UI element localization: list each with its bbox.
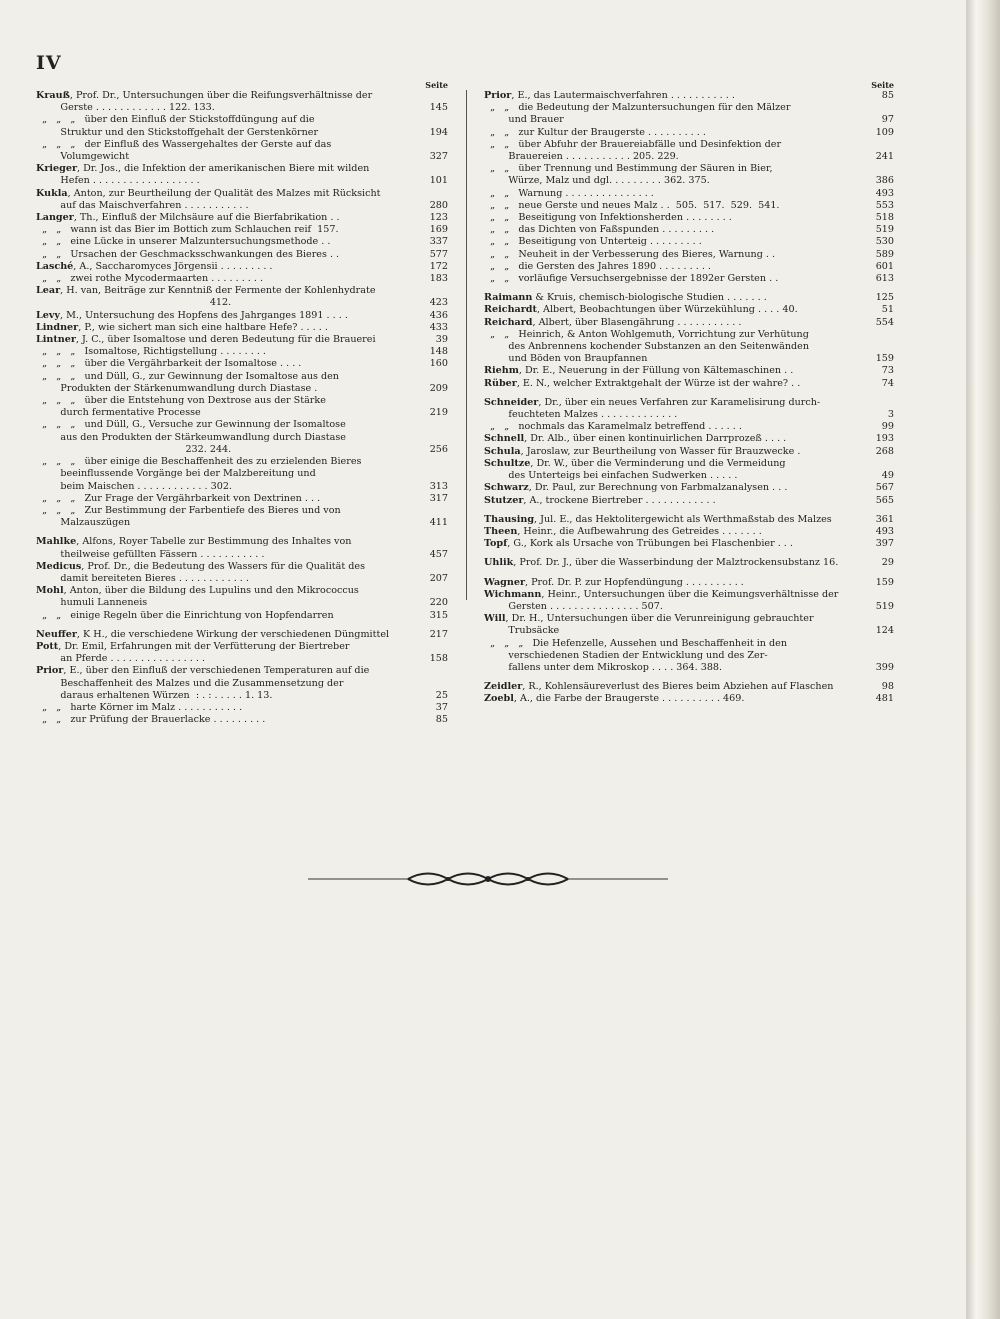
index-entry: [484, 589, 894, 613]
entry-page: 589: [875, 248, 894, 260]
entry-page: 219: [429, 407, 448, 419]
entry-text: „ „ über Trennung und Bestimmung der Säuren in Bier, Würze, Malz und dgl. . . . . . . . . 362. 375.: [490, 163, 773, 187]
index-entry: [484, 163, 894, 187]
index-entry: [36, 395, 448, 419]
index-entry: [36, 536, 448, 560]
entry-page: 124: [875, 625, 894, 637]
entry-text: Medicus, Prof. Dr., die Bedeutung des Wassers für die Qualität des damit bereiteten Bieres . . . . . . . . . . . .: [36, 560, 366, 584]
entry-text: Lear, H. van, Beiträge zur Kenntniß der Fermente der Kohlenhydrate 412.: [36, 285, 376, 309]
entry-text: „ „ zur Prüfung der Brauerlacke . . . . . . . . .: [36, 714, 266, 726]
entry-text: Schneider, Dr., über ein neues Verfahren zur Karamelisirung durch- feuchteten Malzes . . . . . . . . . . . . .: [484, 396, 821, 421]
index-entry: [484, 200, 894, 212]
author-name: Neuffer: [36, 628, 77, 640]
entry-page: 601: [875, 260, 894, 272]
index-entry: [484, 90, 894, 102]
entry-page: 3: [887, 409, 894, 421]
index-entry: [484, 292, 894, 304]
index-entry: [36, 249, 448, 261]
entry-text: Prior, E., über den Einfluß der verschiedenen Temperaturen auf die Beschaffenheit des Malzes und die Zusammensetzung der daraus erhaltenen Würzen : . : . . . . . 1. 13.: [36, 665, 370, 701]
index-entry: [484, 224, 894, 236]
entry-text: Schula, Jaroslaw, zur Beurtheilung von Wasser für Brauzwecke .: [484, 445, 801, 457]
entry-page: 361: [875, 513, 894, 525]
entry-text: Neuffer, K H., die verschiedene Wirkung der verschiedenen Düngmittel: [36, 628, 390, 640]
entry-text: Lasché, A., Saccharomyces Jörgensii . . . . . . . . .: [36, 260, 273, 272]
entry-text: „ „ vorläufige Versuchsergebnisse der 1892er Gersten . .: [484, 273, 779, 285]
index-entry: [484, 212, 894, 224]
index-entry: [484, 188, 894, 200]
entry-page: 25: [435, 689, 448, 701]
entry-page: 433: [429, 321, 448, 333]
entry-text: „ „ zwei rothe Mycodermaarten . . . . . . . . .: [36, 273, 264, 285]
entry-page: 160: [429, 358, 448, 370]
index-entry: [36, 610, 448, 622]
author-name: Schneider: [484, 396, 539, 408]
entry-page: 268: [875, 445, 894, 457]
entry-text: Riehm, Dr. E., Neuerung in der Füllung von Kältemaschinen . .: [484, 365, 794, 377]
entry-page: 37: [435, 701, 448, 713]
index-entry: [36, 90, 448, 114]
index-entry: [484, 378, 894, 390]
index-entry: [484, 482, 894, 494]
entry-page: 51: [881, 304, 894, 316]
entry-text: „ „ „ Isomaltose, Richtigstellung . . . . . . . .: [36, 346, 266, 358]
entry-text: „ „ die Bedeutung der Malzuntersuchungen für den Mälzer und Brauer: [490, 102, 791, 126]
index-entry: [484, 317, 894, 329]
entry-page: 565: [875, 494, 894, 506]
entry-page: 109: [875, 126, 894, 138]
page-edge-shadow: [966, 0, 1000, 1319]
entry-page: 98: [881, 681, 894, 693]
entry-text: Schwarz, Dr. Paul, zur Berechnung von Farbmalzanalysen . . .: [484, 482, 788, 494]
index-entry: [36, 493, 448, 505]
index-entry: [484, 365, 894, 377]
entry-page: 553: [875, 199, 894, 211]
index-entry: [484, 127, 894, 139]
author-name: Mahlke: [36, 536, 77, 548]
right-entry-list: [484, 90, 894, 706]
entry-text: Theen, Heinr., die Aufbewahrung des Getreides . . . . . . .: [484, 525, 762, 537]
entry-page: 183: [429, 273, 448, 285]
index-entry: [36, 322, 448, 334]
author-name: Prior: [36, 665, 64, 677]
entry-text: Pott, Dr. Emil, Erfahrungen mit der Verfütterung der Biertreber an Pferde . . . . . . . . . . . . . . . .: [36, 640, 350, 665]
entry-text: Prior, E., das Lautermaischverfahren . . . . . . . . . . .: [484, 90, 735, 101]
entry-page: 317: [429, 492, 448, 504]
author-name: Reichard: [484, 316, 533, 328]
author-name: Wagner: [484, 576, 525, 588]
entry-page: 193: [875, 433, 894, 445]
author-name: Langer: [36, 212, 74, 224]
left-column-header: Seite: [425, 80, 448, 90]
author-name: Riehm: [484, 365, 519, 377]
entry-text: Mahlke, Alfons, Royer Tabelle zur Bestimmung des Inhaltes von theilweise gefüllten Fässern . . . . . . . . . . .: [36, 536, 352, 560]
entry-text: Topf, G., Kork als Ursache von Trübungen bei Flaschenbier . . .: [484, 538, 793, 550]
entry-text: „ „ „ und Düll, G., Versuche zur Gewinnung der Isomaltose aus den Produkten der Stärkeumwandlung durch Diastase 232. 244.: [42, 419, 346, 455]
index-entry: [484, 638, 894, 675]
index-entry: [484, 433, 894, 445]
entry-text: „ „ Beseitigung von Infektionsherden . . . . . . . .: [484, 212, 732, 224]
entry-page: 217: [429, 628, 448, 640]
index-entry: [36, 188, 448, 212]
entry-page: 399: [875, 661, 894, 673]
entry-page: 101: [429, 175, 448, 187]
entry-text: Reichard, Albert, über Blasengährung . . . . . . . . . . .: [484, 316, 742, 328]
index-entry: [36, 456, 448, 493]
index-entry: [484, 538, 894, 550]
entry-text: „ „ zur Kultur der Braugerste . . . . . . . . . .: [484, 126, 706, 138]
entry-page: 457: [429, 548, 448, 560]
entry-page: 530: [875, 236, 894, 248]
entry-page: 567: [875, 482, 894, 494]
entry-page: 613: [875, 273, 894, 285]
author-name: Mohl: [36, 585, 64, 597]
author-name: Zoebl: [484, 693, 514, 705]
entry-page: 493: [875, 187, 894, 199]
entry-page: 220: [429, 597, 448, 609]
entry-page: 169: [429, 224, 448, 236]
entry-text: „ „ „ über einige die Beschaffenheit des zu erzielenden Bieres beeinflussende Vorgänge bei der Malzbereitung und beim Maischen . . . . . . . . . . . . 302.: [42, 456, 362, 492]
entry-page: 159: [875, 353, 894, 365]
index-entry: [36, 629, 448, 641]
entry-text: Wichmann, Heinr., Untersuchungen über die Keimungsverhältnisse der Gersten . . . . . . . . . . . . . . . 507.: [484, 588, 839, 612]
entry-page: 337: [429, 236, 448, 248]
index-entry: [36, 702, 448, 714]
entry-text: „ „ nochmals das Karamelmalz betreffend . . . . . .: [484, 421, 742, 433]
right-column-header: Seite: [871, 80, 894, 90]
index-entry: [484, 304, 894, 316]
author-name: Lindner: [36, 321, 79, 333]
index-entry: [36, 714, 448, 726]
author-name: Krieger: [36, 163, 78, 175]
entry-page: 577: [429, 248, 448, 260]
entry-page: 327: [429, 151, 448, 163]
entry-page: 97: [881, 114, 894, 126]
index-entry: [484, 458, 894, 482]
author-name: Lear: [36, 285, 61, 297]
index-entry: [36, 665, 448, 702]
entry-text: Langer, Th., Einfluß der Milchsäure auf die Bierfabrikation . .: [36, 212, 340, 224]
entry-page: 481: [875, 693, 894, 705]
entry-page: 209: [429, 382, 448, 394]
entry-page: 386: [875, 175, 894, 187]
entry-text: „ „ „ und Düll, G., zur Gewinnung der Isomaltose aus den Produkten der Stärkenumwandlung durch Diastase .: [42, 370, 339, 394]
entry-page: 436: [429, 309, 448, 321]
entry-text: „ „ neue Gerste und neues Malz . . 505. 517. 529. 541.: [484, 199, 780, 211]
index-entry: [36, 273, 448, 285]
entry-page: 159: [875, 576, 894, 588]
entry-page: 493: [875, 525, 894, 537]
entry-text: Reichardt, Albert, Beobachtungen über Würzekühlung . . . . 40.: [484, 304, 798, 316]
entry-text: „ „ „ Zur Frage der Vergährbarkeit von Dextrinen . . .: [36, 492, 321, 504]
entry-text: „ „ über Abfuhr der Brauereiabfälle und Desinfektion der Brauereien . . . . . . . . . . . 205. 229.: [490, 138, 782, 163]
entry-page: 158: [429, 653, 448, 665]
index-entry: [36, 371, 448, 395]
entry-page: 99: [881, 421, 894, 433]
entry-page: 85: [435, 714, 448, 726]
index-entry: [36, 358, 448, 370]
author-name: Schultze: [484, 457, 531, 469]
author-name: Lasché: [36, 260, 74, 272]
entry-text: Will, Dr. H., Untersuchungen über die Verunreinigung gebrauchter Trubsäcke: [484, 613, 814, 637]
page-number: IV: [36, 52, 62, 74]
index-entry: [484, 329, 894, 366]
index-entry: [484, 273, 894, 285]
entry-text: „ „ die Gersten des Jahres 1890 . . . . . . . . .: [484, 260, 711, 272]
entry-page: 74: [881, 377, 894, 389]
index-entry: [484, 495, 894, 507]
index-entry: [36, 419, 448, 456]
entry-text: Raimann & Kruis, chemisch-biologische Studien . . . . . . .: [484, 292, 767, 304]
entry-text: „ „ harte Körner im Malz . . . . . . . . . . .: [36, 701, 243, 713]
decorative-vignette: [308, 864, 668, 894]
entry-text: „ „ Heinrich, & Anton Wohlgemuth, Vorrichtung zur Verhütung des Anbrennens kochender Substanzen an den Seitenwänden und Böden von Braupfannen: [490, 328, 810, 365]
entry-text: Zeidler, R., Kohlensäureverlust des Bieres beim Abziehen auf Flaschen: [484, 681, 834, 693]
entry-text: Lindner, P., wie sichert man sich eine haltbare Hefe? . . . . .: [36, 321, 328, 333]
author-name: Uhlik: [484, 557, 514, 569]
entry-text: Krauß, Prof. Dr., Untersuchungen über die Reifungsverhältnisse der Gerste . . . . . . . . . . . . 122. 133.: [36, 90, 373, 114]
author-name: Levy: [36, 309, 60, 321]
author-name: Schula: [484, 445, 521, 457]
index-entry: [36, 139, 448, 163]
entry-text: Thausing, Jul. E., das Hektolitergewicht als Werthmaßstab des Malzes: [484, 513, 832, 525]
index-entry: [484, 102, 894, 126]
author-name: Medicus: [36, 560, 82, 572]
entry-page: 49: [881, 470, 894, 482]
author-name: Rüber: [484, 377, 517, 389]
entry-text: „ „ eine Lücke in unserer Malzuntersuchungsmethode . .: [36, 236, 331, 248]
entry-text: Mohl, Anton, über die Bildung des Lupulins und den Mikrococcus humuli Lanneneis: [36, 585, 359, 609]
index-entry: [36, 561, 448, 585]
entry-text: „ „ das Dichten von Faßspunden . . . . . . . . .: [484, 224, 715, 236]
index-entry: [36, 334, 448, 346]
index-entry: [36, 346, 448, 358]
index-entry: [484, 249, 894, 261]
entry-page: 397: [875, 538, 894, 550]
entry-text: Schultze, Dr. W., über die Verminderung und die Vermeidung des Unterteigs bei einfachen Sudwerken . . . . .: [484, 457, 786, 482]
entry-text: Levy, M., Untersuchung des Hopfens des Jahrganges 1891 . . . .: [36, 309, 348, 321]
entry-text: „ „ Beseitigung von Unterteig . . . . . . . . .: [484, 236, 702, 248]
author-name: Reichardt: [484, 304, 537, 316]
author-name: Stutzer: [484, 494, 524, 506]
entry-page: 241: [875, 151, 894, 163]
entry-text: Krieger, Dr. Jos., die Infektion der amerikanischen Biere mit wilden Hefen . . . . . . . . . . . . . . . . . .: [36, 163, 370, 187]
index-entry: [36, 585, 448, 609]
entry-text: „ „ Warnung . . . . . . . . . . . . . . .: [484, 187, 654, 199]
index-entry: [484, 577, 894, 589]
entry-page: 85: [881, 90, 894, 101]
index-entry: [484, 397, 894, 421]
entry-page: 194: [429, 126, 448, 138]
author-name: Zeidler: [484, 681, 523, 693]
entry-text: Kukla, Anton, zur Beurtheilung der Qualität des Malzes mit Rücksicht auf das Maischverfahren . . . . . . . . . . .: [36, 187, 381, 211]
index-entry: [484, 514, 894, 526]
entry-page: 148: [429, 346, 448, 358]
author-name: Pott: [36, 640, 59, 652]
index-entry: [484, 613, 894, 637]
right-index-column: [484, 80, 894, 706]
entry-page: 172: [429, 260, 448, 272]
author-name: Kukla: [36, 187, 68, 199]
index-entry: [36, 236, 448, 248]
author-name: Schnell: [484, 433, 525, 445]
index-entry: [36, 224, 448, 236]
entry-text: „ „ „ Zur Bestimmung der Farbentiefe des Bieres und von Malzauszügen: [42, 504, 341, 529]
author-name: Will: [484, 613, 506, 625]
entry-page: 313: [429, 480, 448, 492]
author-name: Raimann: [484, 292, 533, 304]
left-index-column: [36, 80, 448, 726]
index-entry: [484, 681, 894, 693]
index-entry: [484, 693, 894, 705]
entry-text: Wagner, Prof. Dr. P. zur Hopfendüngung . . . . . . . . . .: [484, 576, 744, 588]
entry-text: „ „ wann ist das Bier im Bottich zum Schlauchen reif 157.: [36, 224, 339, 236]
index-entry: [36, 163, 448, 187]
index-entry: [36, 285, 448, 309]
entry-page: 29: [881, 557, 894, 569]
left-entry-list: [36, 90, 448, 726]
entry-text: Lintner, J. C., über Isomaltose und deren Bedeutung für die Brauerei: [36, 334, 376, 346]
index-entry: [484, 236, 894, 248]
author-name: Wichmann: [484, 588, 542, 600]
index-entry: [484, 446, 894, 458]
index-entry: [484, 421, 894, 433]
entry-text: Stutzer, A., trockene Biertreber . . . . . . . . . . . .: [484, 494, 716, 506]
author-name: Schwarz: [484, 482, 529, 494]
entry-text: „ „ Ursachen der Geschmacksschwankungen des Bieres . .: [36, 248, 340, 260]
entry-page: 39: [435, 334, 448, 346]
author-name: Lintner: [36, 334, 76, 346]
entry-text: „ „ „ über den Einfluß der Stickstoffdüngung auf die Struktur und den Stickstoffgehalt der Gerstenkörner: [42, 114, 319, 138]
entry-page: 554: [875, 316, 894, 328]
author-name: Theen: [484, 525, 518, 537]
entry-text: Zoebl, A., die Farbe der Braugerste . . . . . . . . . . 469.: [484, 693, 745, 705]
author-name: Topf: [484, 538, 508, 550]
entry-page: 145: [429, 102, 448, 114]
entry-text: „ „ einige Regeln über die Einrichtung von Hopfendarren: [36, 609, 334, 621]
entry-text: „ „ „ über die Entstehung von Dextrose aus der Stärke durch fermentative Processe: [42, 395, 326, 419]
entry-text: Schnell, Dr. Alb., über einen kontinuirlichen Darrprozeß . . . .: [484, 433, 787, 445]
entry-text: Uhlik, Prof. Dr. J., über die Wasserbindung der Malztrockensubstanz 16.: [484, 557, 839, 569]
entry-page: 423: [429, 297, 448, 309]
entry-page: 519: [875, 600, 894, 612]
entry-page: 256: [429, 443, 448, 455]
author-name: Prior: [484, 90, 512, 101]
author-name: Krauß: [36, 90, 70, 101]
index-entry: [484, 139, 894, 163]
entry-text: „ „ „ der Einfluß des Wassergehaltes der Gerste auf das Volumgewicht: [42, 138, 332, 163]
author-name: Thausing: [484, 513, 535, 525]
entry-page: 123: [429, 212, 448, 224]
index-entry: [484, 557, 894, 569]
index-entry: [36, 641, 448, 665]
index-entry: [484, 526, 894, 538]
index-entry: [36, 261, 448, 273]
entry-page: 518: [875, 212, 894, 224]
index-entry: [36, 310, 448, 322]
entry-text: „ „ „ Die Hefenzelle, Aussehen und Beschaffenheit in den verschiedenen Stadien der Entwicklung und des Zer- fallens unter dem Mikroskop . . . . 364. 388.: [490, 637, 788, 673]
entry-text: „ „ „ über die Vergährbarkeit der Isomaltose . . . .: [36, 358, 302, 370]
index-entry: [484, 261, 894, 273]
column-divider: [466, 90, 467, 600]
entry-page: 519: [875, 224, 894, 236]
entry-page: 280: [429, 199, 448, 211]
entry-page: 207: [429, 572, 448, 584]
entry-page: 73: [881, 365, 894, 377]
index-entry: [36, 505, 448, 529]
entry-page: 411: [429, 517, 448, 529]
index-entry: [36, 212, 448, 224]
entry-text: „ „ Neuheit in der Verbesserung des Bieres, Warnung . .: [484, 248, 776, 260]
entry-page: 315: [429, 609, 448, 621]
index-entry: [36, 114, 448, 138]
entry-page: 125: [875, 292, 894, 304]
entry-text: Rüber, E. N., welcher Extraktgehalt der Würze ist der wahre? . .: [484, 377, 801, 389]
